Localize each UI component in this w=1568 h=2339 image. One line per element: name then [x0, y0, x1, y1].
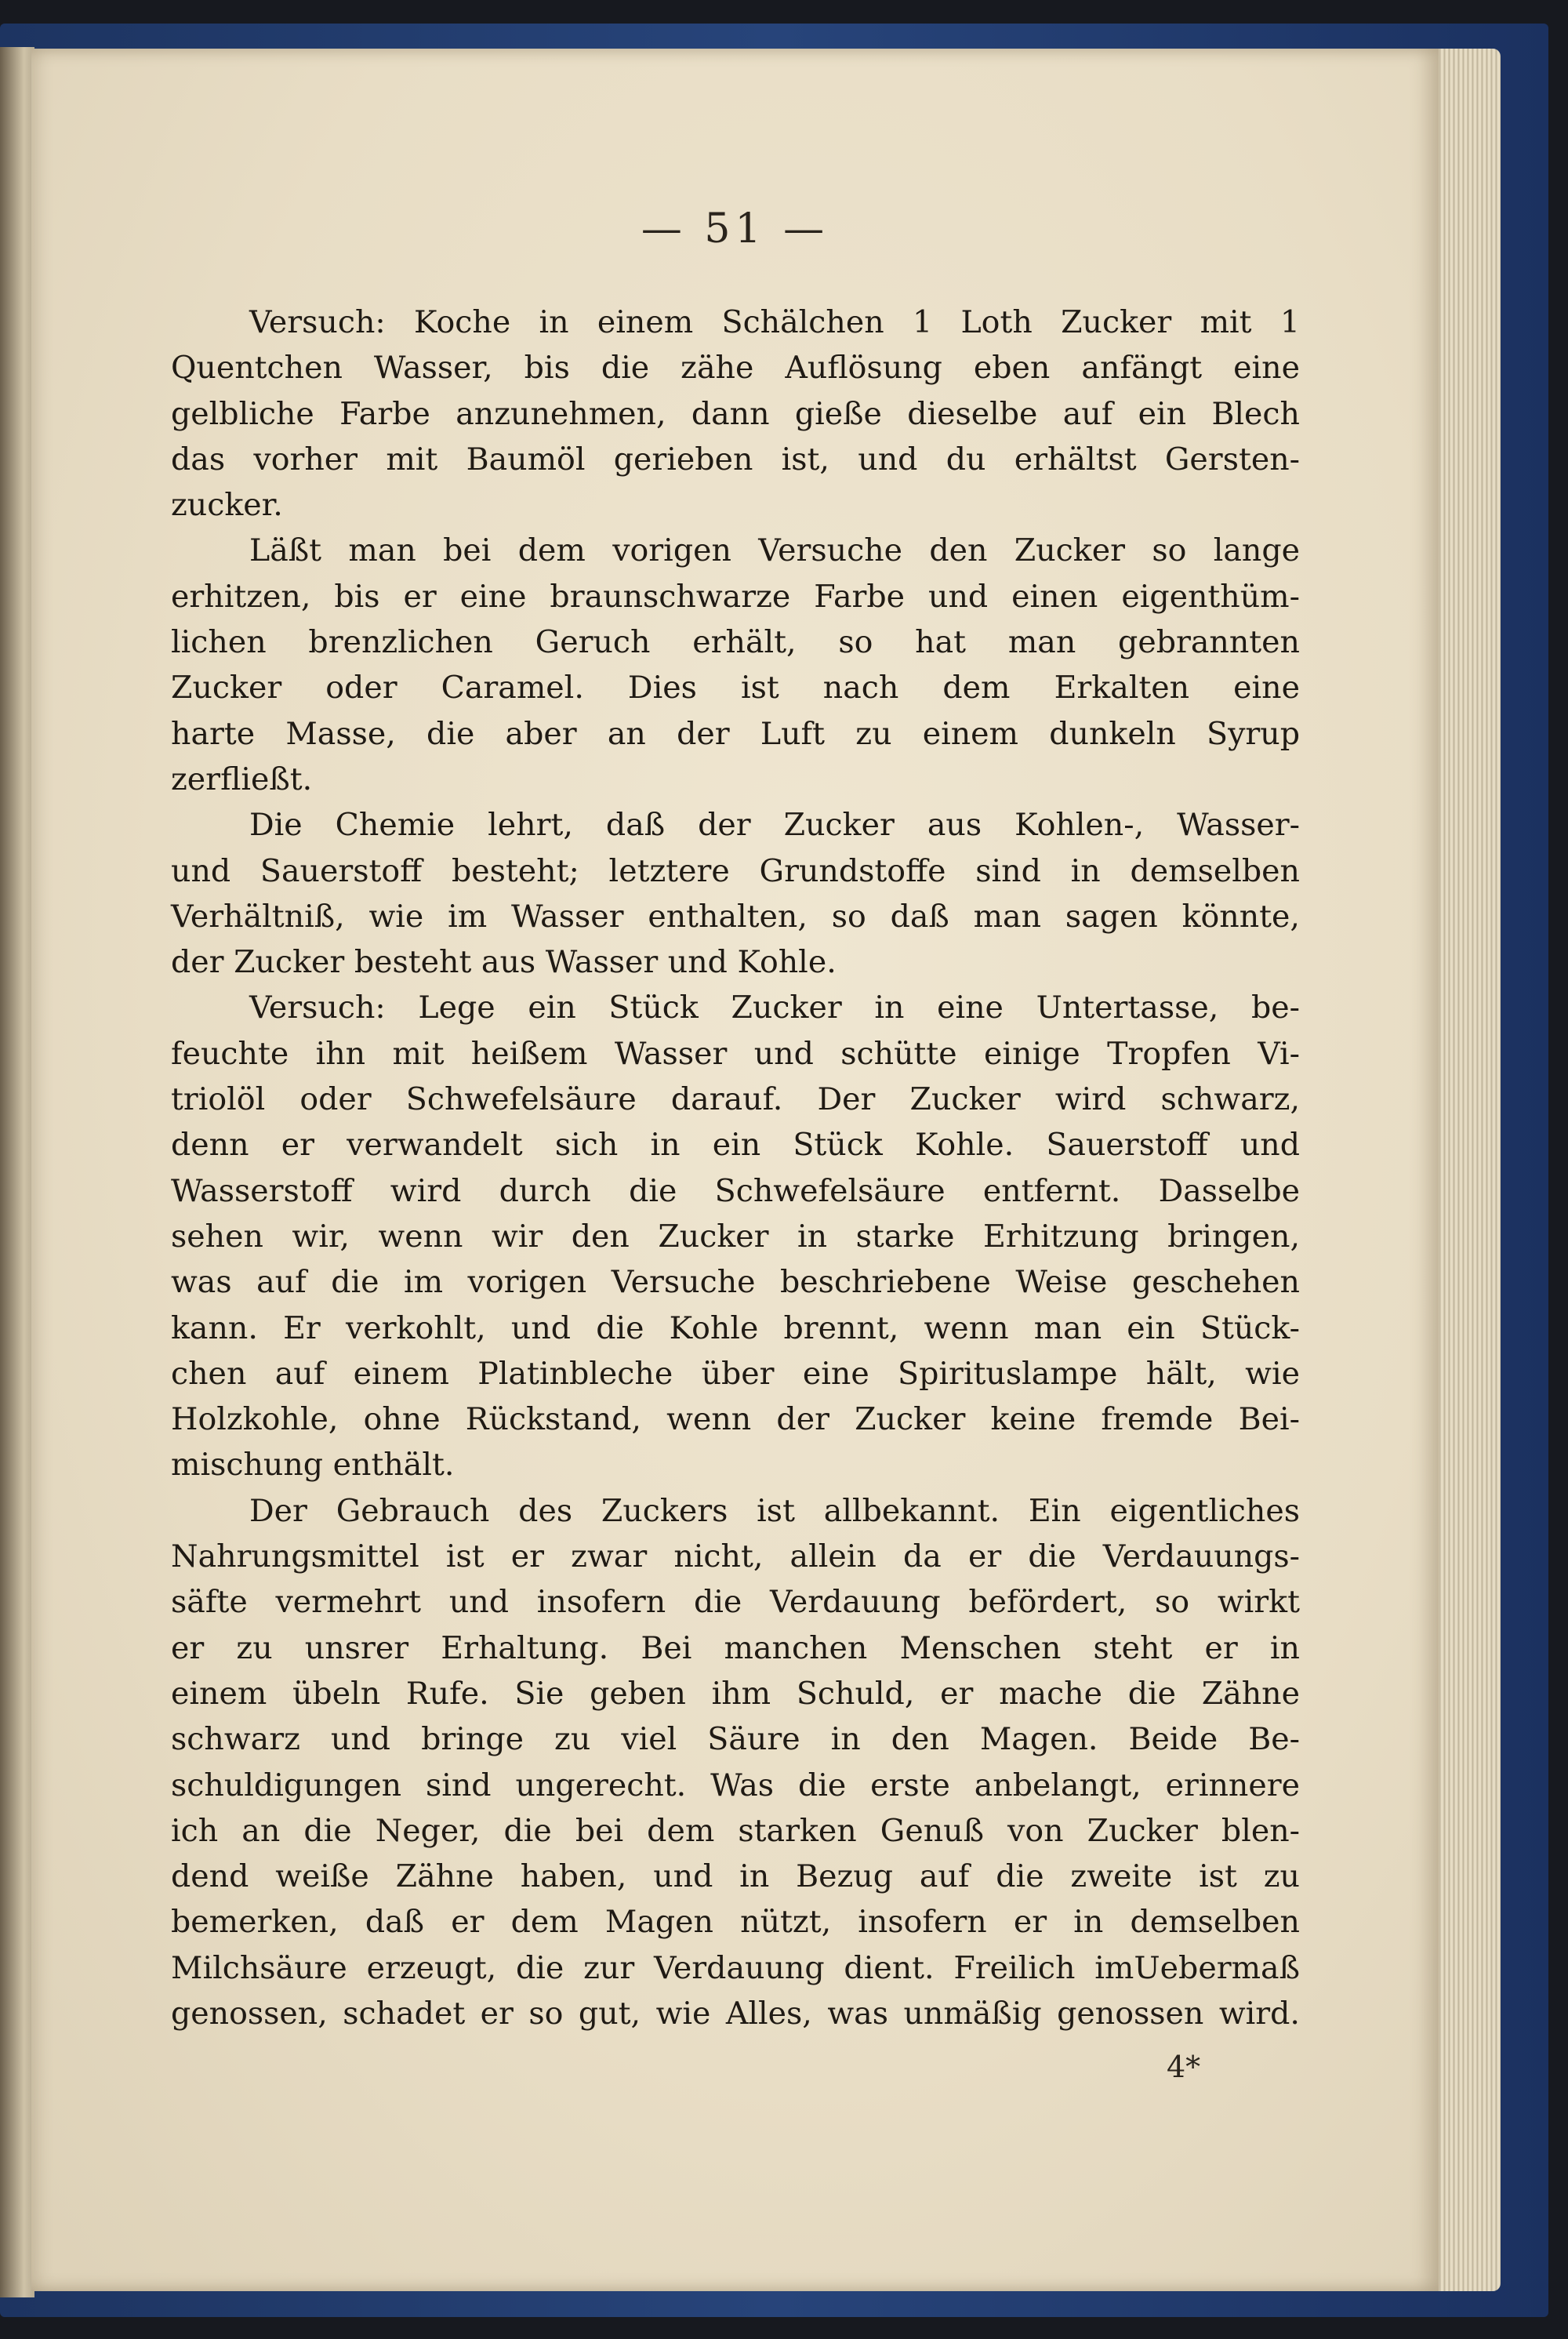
text-line: zucker.: [171, 487, 283, 524]
text-line: Zucker oder Caramel. Dies ist nach dem Erkalten eine: [171, 670, 1300, 706]
text-line: denn er verwandelt sich in ein Stück Kohle. Sauerstoff und: [171, 1127, 1300, 1164]
text-line: schwarz und bringe zu viel Säure in den Magen. Beide Be-: [171, 1721, 1300, 1758]
text-line: triolöl oder Schwefelsäure darauf. Der Zucker wird schwarz,: [171, 1081, 1300, 1118]
text-line: Läßt man bei dem vorigen Versuche den Zucker so lange: [249, 532, 1300, 569]
text-line: Verhältniß, wie im Wasser enthalten, so daß man sagen könnte,: [171, 898, 1300, 935]
text-line: ich an die Neger, die bei dem starken Genuß von Zucker blen-: [171, 1812, 1300, 1849]
text-line: Die Chemie lehrt, daß der Zucker aus Kohlen-, Wasser-: [249, 807, 1300, 844]
text-line: schuldigungen sind ungerecht. Was die erste anbelangt, erinnere: [171, 1767, 1300, 1803]
text-line: Milchsäure erzeugt, die zur Verdauung dient. Freilich imUebermaß: [171, 1949, 1300, 1986]
page-edges: [1432, 49, 1501, 2291]
text-line: säfte vermehrt und insofern die Verdauung befördert, so wirkt: [171, 1584, 1300, 1621]
text-line: kann. Er verkohlt, und die Kohle brennt, wenn man ein Stück-: [171, 1309, 1300, 1346]
printer-signature: 4*: [1167, 2050, 1201, 2084]
text-line: dend weiße Zähne haben, und in Bezug auf die zweite ist zu: [171, 1858, 1300, 1895]
text-line: er zu unsrer Erhaltung. Bei manchen Menschen steht er in: [171, 1629, 1300, 1666]
page-body-text: [171, 300, 1300, 2036]
text-line: der Zucker besteht aus Wasser und Kohle.: [171, 944, 837, 981]
text-line: feuchte ihn mit heißem Wasser und schütte einige Tropfen Vi-: [171, 1035, 1300, 1072]
book-page: [31, 49, 1439, 2291]
text-line: und Sauerstoff besteht; letztere Grundstoffe sind in demselben: [171, 852, 1300, 889]
text-line: Versuch: Lege ein Stück Zucker in eine Untertasse, be-: [249, 990, 1300, 1026]
text-line: erhitzen, bis er eine braunschwarze Farbe und einen eigenthüm-: [171, 578, 1300, 615]
text-line: Holzkohle, ohne Rückstand, wenn der Zucker keine fremde Bei-: [171, 1401, 1300, 1438]
text-line: Wasserstoff wird durch die Schwefelsäure entfernt. Dasselbe: [171, 1172, 1300, 1209]
text-line: mischung enthält.: [171, 1447, 455, 1484]
text-line: chen auf einem Platinbleche über eine Spirituslampe hält, wie: [171, 1355, 1300, 1392]
text-line: zerfließt.: [171, 761, 313, 797]
text-line: Versuch: Koche in einem Schälchen 1 Loth Zucker mit 1: [249, 304, 1300, 340]
text-line: Nahrungsmittel ist er zwar nicht, allein da er die Verdauungs-: [171, 1538, 1300, 1575]
text-line: Quentchen Wasser, bis die zähe Auflösung eben anfängt eine: [171, 350, 1300, 387]
text-line: gelbliche Farbe anzunehmen, dann gieße dieselbe auf ein Blech: [171, 395, 1300, 432]
left-page-edge: [0, 47, 34, 2297]
text-line: das vorher mit Baumöl gerieben ist, und du erhältst Gersten-: [171, 441, 1300, 478]
text-line: bemerken, daß er dem Magen nützt, insofern er in demselben: [171, 1904, 1300, 1941]
text-line: lichen brenzlichen Geruch erhält, so hat man gebrannten: [171, 624, 1300, 661]
text-line: einem übeln Rufe. Sie geben ihm Schuld, er mache die Zähne: [171, 1675, 1300, 1712]
page-number: — 51 —: [641, 205, 829, 252]
text-line: genossen, schadet er so gut, wie Alles, was unmäßig genossen wird.: [171, 1995, 1300, 2032]
text-line: Der Gebrauch des Zuckers ist allbekannt. Ein eigentliches: [249, 1492, 1300, 1529]
text-line: was auf die im vorigen Versuche beschriebene Weise geschehen: [171, 1264, 1300, 1301]
text-line: sehen wir, wenn wir den Zucker in starke Erhitzung bringen,: [171, 1218, 1300, 1255]
text-line: harte Masse, die aber an der Luft zu einem dunkeln Syrup: [171, 715, 1300, 752]
